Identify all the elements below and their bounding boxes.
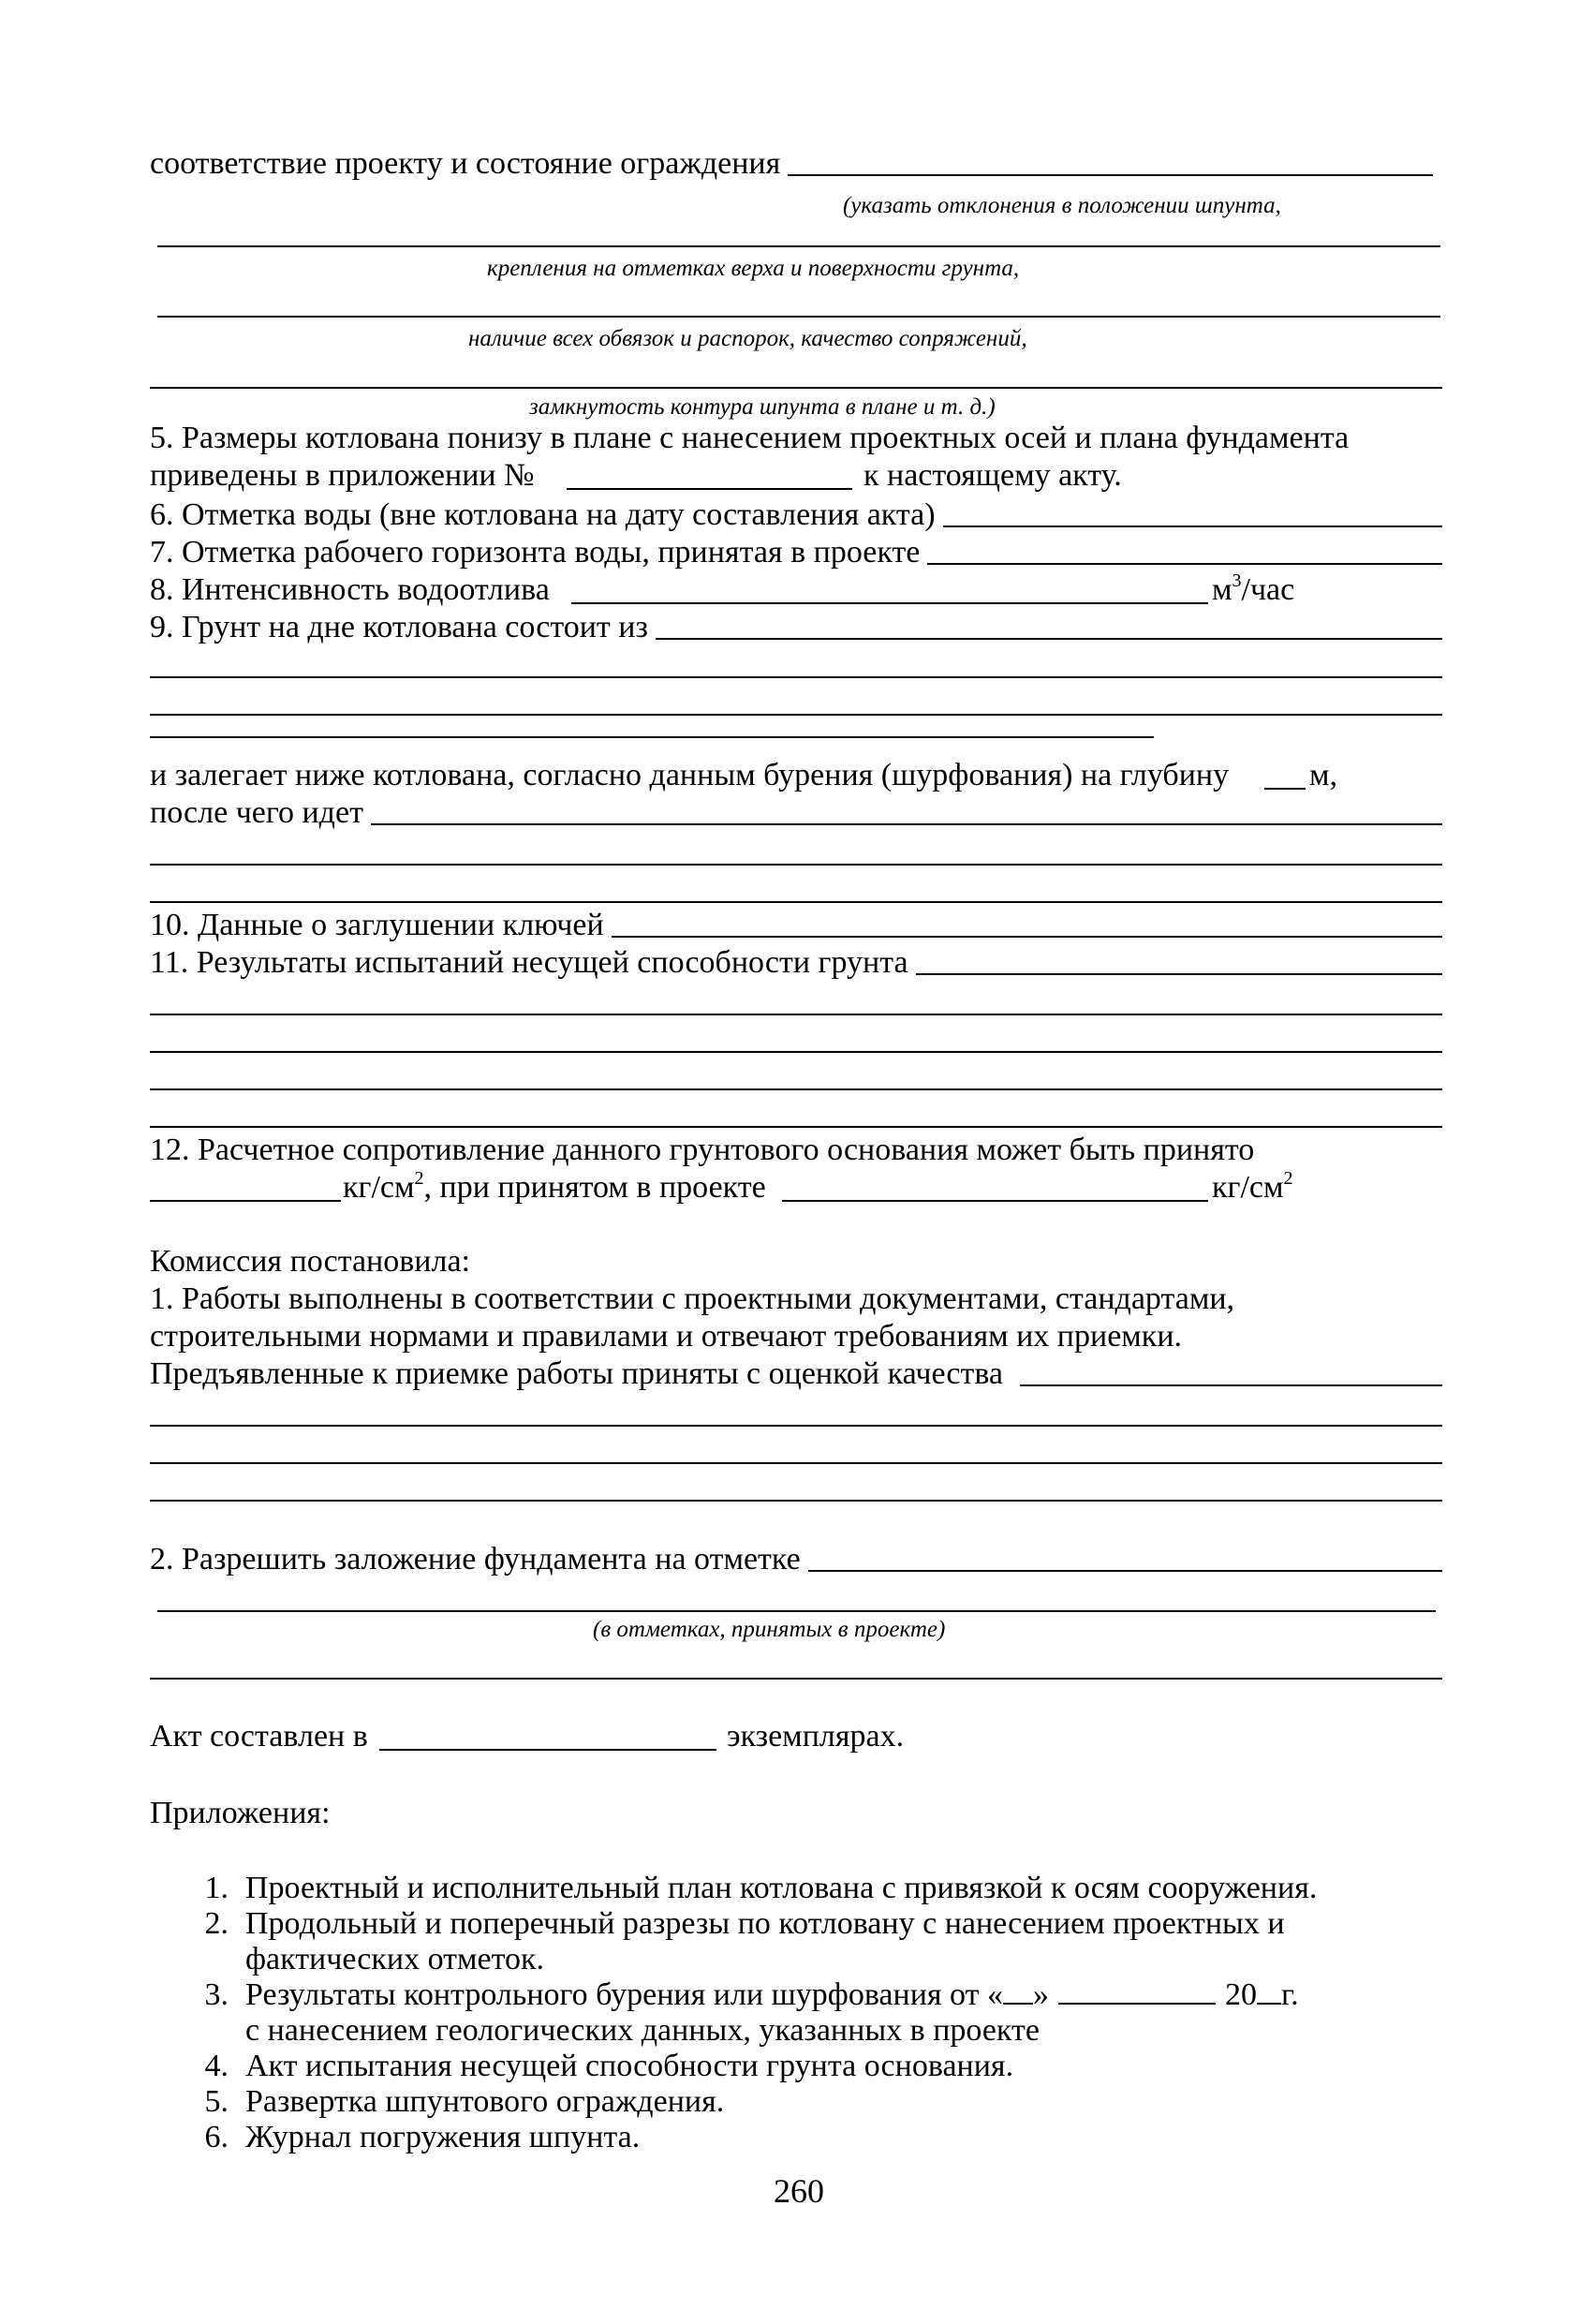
item-5-line2-tail: к настоящему акту. — [863, 458, 1122, 493]
copies-count-field[interactable] — [379, 1749, 716, 1751]
appendix-item: 5. Развертка шпунтового ограждения. — [204, 2084, 725, 2119]
fill-line[interactable] — [150, 714, 1442, 716]
fill-line[interactable] — [150, 1462, 1442, 1464]
appendix-item-continuation: с нанесением геологических данных, указанных в проекте — [245, 2013, 1040, 2048]
fill-line[interactable] — [150, 1425, 1442, 1427]
fill-line[interactable] — [150, 901, 1442, 903]
design-resistance-field[interactable] — [150, 1200, 341, 1202]
foundation-level-field[interactable] — [808, 1570, 1442, 1572]
item-9-label: 9. Грунт на дне котлована состоит из — [150, 610, 648, 644]
drainage-unit: $м^3$/час — [1212, 570, 1295, 607]
item-11-label: 11. Результаты испытаний несущей способности грунта — [150, 945, 908, 980]
fill-line[interactable] — [150, 1678, 1442, 1680]
foundation-row — [150, 1541, 1442, 1578]
water-level-field[interactable] — [943, 525, 1442, 527]
after-soil-row — [150, 794, 1442, 832]
fill-line[interactable] — [150, 1126, 1442, 1128]
after-soil-label: после чего идет — [150, 795, 363, 830]
soil-bottom-field[interactable] — [656, 638, 1442, 640]
item-12-line1: 12. Расчетное сопротивление данного грунтового основания может быть принято — [150, 1132, 1255, 1167]
day-field[interactable] — [1003, 1978, 1033, 2005]
item-12-line2-mid: $кг/см^2$, при принятом в проекте — [343, 1167, 766, 1205]
item-10-row — [150, 907, 1442, 944]
fill-line[interactable] — [150, 676, 1442, 678]
fill-line[interactable] — [157, 245, 1440, 247]
appendix-item: 4. Акт испытания несущей способности грунта основания. — [204, 2049, 1014, 2083]
copies-label: Акт составлен в — [150, 1719, 368, 1754]
appendix-heading: Приложения: — [150, 1796, 331, 1830]
appendix-item-continuation: фактических отметок. — [245, 1942, 545, 1976]
fill-line[interactable] — [157, 316, 1440, 318]
item-9-row — [150, 609, 1442, 646]
appendix-item: 6. Журнал погружения шпунта. — [204, 2120, 641, 2154]
item-8-label: 8. Интенсивность водоотлива — [150, 572, 550, 607]
foundation-label: 2. Разрешить заложение фундамента на отметке — [150, 1542, 801, 1576]
caption-deviation: (указать отклонения в положении шпунта, — [843, 193, 1281, 218]
fence-state-field[interactable] — [788, 174, 1433, 176]
appendix-item: 2. Продольный и поперечный разрезы по котловану с нанесением проектных и — [204, 1906, 1285, 1941]
page-number: 260 — [774, 2172, 824, 2210]
resistance-unit: $кг/см^2$ — [1212, 1167, 1293, 1205]
depth-field[interactable] — [1264, 788, 1306, 790]
fence-state-label: соответствие проекту и состояние ограждения — [150, 146, 781, 181]
item-11-row — [150, 944, 1442, 982]
bearing-test-field[interactable] — [916, 973, 1442, 975]
keys-field[interactable] — [612, 936, 1442, 938]
month-field[interactable] — [1058, 1978, 1216, 2005]
caption-braces: наличие всех обвязок и распорок, качество сопряжений, — [468, 326, 1027, 351]
item-10-label: 10. Данные о заглушении ключей — [150, 908, 604, 942]
item-6-row — [150, 496, 1442, 534]
year-field[interactable] — [1257, 1978, 1281, 2005]
fill-line[interactable] — [150, 1088, 1442, 1090]
fill-line[interactable] — [150, 864, 1442, 866]
after-soil-field[interactable] — [371, 823, 1442, 825]
commission-heading: Комиссия постановила: — [150, 1244, 471, 1279]
item-7-row — [150, 534, 1442, 571]
depth-unit: м, — [1309, 758, 1338, 792]
fill-line[interactable] — [150, 1500, 1442, 1502]
item-9-depth-text: и залегает ниже котлована, согласно данным бурения (шурфования) на глубину — [150, 758, 1230, 792]
appendix-item: 3. Результаты контрольного бурения или шурфования от « » 20 г. — [204, 1977, 1299, 2012]
fill-line[interactable] — [150, 387, 1442, 389]
appendix-number-field[interactable] — [567, 488, 852, 490]
decision-1-line2: строительными нормами и правилами и отвечают требованиям их приемки. — [150, 1319, 1183, 1354]
drainage-intensity-field[interactable] — [571, 602, 1208, 604]
project-resistance-field[interactable] — [782, 1200, 1208, 1202]
item-5-line1: 5. Размеры котлована понизу в плане с нанесением проектных осей и плана фундамента — [150, 421, 1350, 455]
fill-line[interactable] — [150, 736, 1154, 738]
caption-fastening: крепления на отметках верха и поверхности грунта, — [487, 256, 1020, 281]
quality-row — [150, 1355, 1442, 1393]
fence-state-row — [150, 145, 1433, 183]
quality-label: Предъявленные к приемке работы приняты с оценкой качества — [150, 1356, 1004, 1391]
caption-contour: замкнутость контура шпунта в плане и т. д.) — [529, 394, 996, 420]
fill-line[interactable] — [157, 1610, 1436, 1612]
fill-line[interactable] — [150, 1014, 1442, 1015]
item-7-label: 7. Отметка рабочего горизонта воды, принятая в проекте — [150, 535, 921, 570]
copies-tail: экземплярах. — [727, 1719, 905, 1754]
working-water-level-field[interactable] — [927, 563, 1442, 565]
appendix-item: 1. Проектный и исполнительный план котлована с привязкой к осям сооружения. — [204, 1871, 1318, 1905]
item-5-line2-label: приведены в приложении № — [150, 458, 535, 493]
quality-field[interactable] — [1020, 1384, 1442, 1386]
decision-1-line1: 1. Работы выполнены в соответствии с проектными документами, стандартами, — [150, 1281, 1235, 1316]
item-6-label: 6. Отметка воды (вне котлована на дату составления акта) — [150, 497, 936, 532]
caption-levels: (в отметках, принятых в проекте) — [593, 1617, 946, 1642]
fill-line[interactable] — [150, 1051, 1442, 1053]
